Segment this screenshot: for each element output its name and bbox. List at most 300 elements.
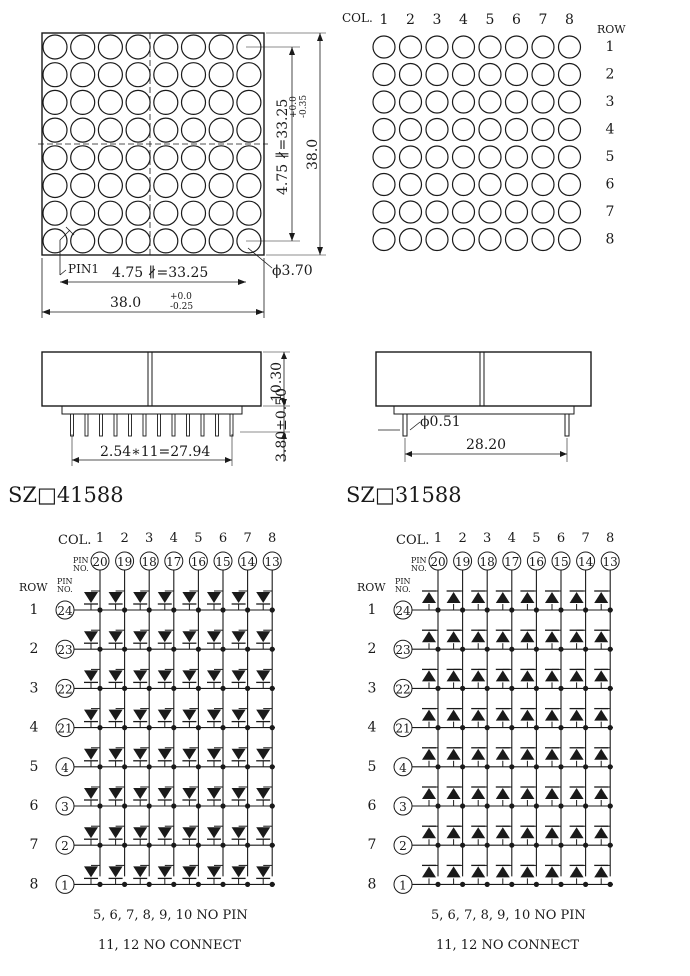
junction-dot (534, 725, 539, 730)
led-diode (422, 866, 436, 877)
junction-dot (608, 764, 613, 769)
junction-dot (122, 764, 127, 769)
junction-dot (460, 882, 465, 887)
led-dot (506, 229, 528, 251)
led-diode (84, 592, 98, 603)
vertical-pitch-label: 4.75 ∦=33.25 (275, 98, 291, 195)
junction-dot (220, 803, 225, 808)
led-diode (496, 827, 510, 838)
led-dot (400, 146, 422, 168)
row-label: ROW (19, 581, 48, 594)
junction-dot (147, 803, 152, 808)
junction-dot (171, 725, 176, 730)
row-pin-number: 24 (57, 604, 73, 618)
row-spacing-label: 28.20 (466, 437, 507, 453)
junction-dot (122, 607, 127, 612)
led-dot (71, 174, 95, 198)
row-number: 4 (367, 719, 377, 736)
led-dot (453, 64, 475, 86)
note-no-connect: 11, 12 NO CONNECT (98, 938, 242, 953)
led-diode (256, 866, 270, 877)
junction-dot (122, 686, 127, 691)
row-number: 1 (367, 602, 377, 618)
col-label: COL. (58, 533, 92, 548)
row-pin-number: 21 (57, 721, 73, 736)
junction-dot (196, 686, 201, 691)
col-label: COL. (396, 533, 430, 548)
led-diode (570, 670, 584, 681)
led-diode (232, 749, 246, 760)
row-number: 1 (605, 39, 615, 55)
junction-dot (196, 764, 201, 769)
row-number: 2 (29, 641, 39, 658)
led-dot (426, 91, 448, 113)
led-dot (237, 90, 261, 114)
led-diode (84, 866, 98, 877)
led-dot (426, 174, 448, 196)
body-height-label: 10.30 (269, 361, 285, 402)
led-dot (209, 174, 233, 198)
junction-dot (196, 607, 201, 612)
junction-dot (435, 607, 440, 612)
junction-dot (485, 686, 490, 691)
height-tol-upper: +0.0 (289, 96, 299, 118)
junction-dot (97, 764, 102, 769)
led-dot (98, 174, 122, 198)
junction-dot (270, 882, 275, 887)
led-diode (256, 788, 270, 799)
junction-dot (97, 843, 102, 848)
led-diode (109, 788, 123, 799)
led-diode (545, 749, 559, 760)
led-diode (256, 670, 270, 681)
led-diode (256, 592, 270, 603)
led-dot (126, 90, 150, 114)
junction-dot (558, 607, 563, 612)
row-number: 8 (605, 231, 615, 248)
led-diode (207, 866, 221, 877)
led-diode (84, 631, 98, 642)
led-diode (207, 749, 221, 760)
junction-dot (245, 882, 250, 887)
led-diode (207, 827, 221, 838)
junction-dot (270, 607, 275, 612)
note-no-connect: 11, 12 NO CONNECT (436, 938, 580, 953)
junction-dot (270, 647, 275, 652)
junction-dot (147, 686, 152, 691)
col-number: 5 (194, 531, 203, 546)
led-dot (98, 63, 122, 87)
led-dot (506, 36, 528, 58)
junction-dot (509, 882, 514, 887)
led-diode (545, 788, 559, 799)
led-dot (154, 90, 178, 114)
row-number: 2 (367, 641, 377, 658)
pin-no-label: PIN (395, 577, 411, 586)
led-dot (237, 146, 261, 170)
col-number: 2 (406, 12, 415, 28)
led-diode (520, 631, 534, 642)
led-dot (126, 35, 150, 59)
led-diode (256, 631, 270, 642)
led-dot (532, 201, 554, 223)
led-dot (559, 91, 581, 113)
led-dot (154, 174, 178, 198)
led-dot (98, 35, 122, 59)
junction-dot (270, 764, 275, 769)
led-dot (209, 63, 233, 87)
junction-dot (509, 843, 514, 848)
led-dot (71, 201, 95, 225)
junction-dot (122, 725, 127, 730)
led-dot (400, 174, 422, 196)
led-dot (400, 119, 422, 141)
schematic-common-cathode (346, 483, 619, 953)
led-dot (400, 36, 422, 58)
schematic-title: SZ□41588 (8, 483, 124, 507)
led-diode (545, 592, 559, 603)
led-dot (506, 119, 528, 141)
row-pin-number: 1 (399, 878, 407, 893)
pin-no-label: NO. (57, 585, 73, 594)
led-dot (71, 118, 95, 142)
led-diode (133, 710, 147, 721)
led-dot (559, 36, 581, 58)
led-diode (520, 827, 534, 838)
led-dot (559, 174, 581, 196)
led-diode (84, 749, 98, 760)
led-dot (373, 119, 395, 141)
led-dot (154, 201, 178, 225)
led-dot (182, 90, 206, 114)
junction-dot (245, 764, 250, 769)
junction-dot (460, 803, 465, 808)
led-diode (158, 749, 172, 760)
height-label: 38.0 (305, 138, 321, 170)
led-diode (570, 749, 584, 760)
junction-dot (534, 647, 539, 652)
led-diode (109, 866, 123, 877)
width-tol-upper: +0.0 (170, 292, 192, 302)
led-dot (43, 174, 67, 198)
led-dot (43, 63, 67, 87)
led-dot (237, 201, 261, 225)
junction-dot (245, 686, 250, 691)
junction-dot (122, 803, 127, 808)
led-diode (471, 631, 485, 642)
junction-dot (435, 725, 440, 730)
pin-lead (187, 414, 190, 436)
junction-dot (583, 882, 588, 887)
led-dot (98, 90, 122, 114)
led-dot (373, 91, 395, 113)
junction-dot (171, 607, 176, 612)
led-diode (158, 592, 172, 603)
row-number: 5 (605, 149, 615, 165)
junction-dot (558, 882, 563, 887)
led-diode (422, 631, 436, 642)
junction-dot (509, 725, 514, 730)
pin-lead (129, 414, 132, 436)
led-dot (426, 64, 448, 86)
led-dot (453, 91, 475, 113)
horizontal-pitch-label: 4.75 ∦=33.25 (112, 265, 209, 281)
pin1-label: PIN1 (68, 262, 99, 276)
junction-dot (509, 764, 514, 769)
led-dot (479, 36, 501, 58)
junction-dot (509, 647, 514, 652)
row-number: 6 (29, 798, 39, 814)
led-dot (209, 146, 233, 170)
junction-dot (435, 686, 440, 691)
junction-dot (122, 647, 127, 652)
col-number: 6 (512, 12, 521, 28)
col-number: 5 (485, 12, 495, 28)
led-diode (84, 670, 98, 681)
led-dot (532, 91, 554, 113)
junction-dot (171, 686, 176, 691)
led-dot (209, 90, 233, 114)
led-diode (158, 710, 172, 721)
led-diode (256, 710, 270, 721)
led-diode (447, 710, 461, 721)
led-diode (594, 827, 608, 838)
led-diode (447, 788, 461, 799)
junction-dot (583, 725, 588, 730)
col-number-labels (380, 12, 574, 28)
junction-dot (534, 843, 539, 848)
led-dot (182, 201, 206, 225)
row-pin-number: 3 (61, 800, 69, 814)
junction-dot (245, 607, 250, 612)
note-no-pin: 5, 6, 7, 8, 9, 10 NO PIN (93, 908, 248, 923)
led-dot (400, 64, 422, 86)
led-dot (43, 229, 67, 253)
pin-no-label: NO. (395, 585, 411, 594)
junction-dot (485, 843, 490, 848)
junction-dot (583, 686, 588, 691)
side-view-left (42, 352, 290, 466)
led-diode (158, 788, 172, 799)
led-diode (570, 592, 584, 603)
led-dot (154, 118, 178, 142)
pin-no-label: PIN (73, 556, 89, 565)
led-diode (133, 827, 147, 838)
row-pin-number: 4 (61, 760, 69, 775)
led-diode (594, 749, 608, 760)
dot-diameter-label: ϕ3.70 (272, 263, 313, 279)
junction-dot (122, 843, 127, 848)
col-number: 5 (532, 531, 541, 546)
junction-dot (558, 647, 563, 652)
col-number: 7 (538, 12, 548, 28)
row-number: 7 (605, 204, 615, 220)
led-diode (496, 866, 510, 877)
led-dot (98, 201, 122, 225)
col-number: 4 (507, 531, 516, 546)
led-diode (207, 592, 221, 603)
row-number: 8 (367, 876, 377, 893)
col-pin-number: 15 (215, 555, 231, 569)
led-diode (158, 670, 172, 681)
pin-lead (85, 414, 88, 436)
junction-dot (558, 725, 563, 730)
led-dot (182, 118, 206, 142)
junction-dot (147, 647, 152, 652)
junction-dot (460, 647, 465, 652)
front-view-drawing (38, 33, 326, 318)
junction-dot (608, 843, 613, 848)
row-pin-number: 23 (395, 643, 411, 658)
col-number: 7 (581, 531, 590, 546)
col-number: 2 (458, 531, 467, 546)
junction-dot (534, 764, 539, 769)
led-diode (422, 827, 436, 838)
col-pin-number: 16 (190, 555, 207, 569)
led-dot (154, 146, 178, 170)
col-number: 3 (432, 12, 442, 28)
junction-dot (460, 843, 465, 848)
led-dot (154, 229, 178, 253)
junction-dot (196, 882, 201, 887)
led-diode (256, 827, 270, 838)
led-diode (256, 749, 270, 760)
led-diode (84, 827, 98, 838)
pin-lead (100, 414, 103, 436)
led-diode (232, 592, 246, 603)
junction-dot (147, 843, 152, 848)
junction-dot (220, 647, 225, 652)
led-dot (426, 201, 448, 223)
junction-dot (97, 803, 102, 808)
led-diode (109, 710, 123, 721)
led-dot (43, 201, 67, 225)
col-number: 2 (120, 531, 129, 546)
pin-lead (114, 414, 117, 436)
led-diode (594, 670, 608, 681)
led-dot (400, 229, 422, 251)
led-diode (182, 749, 196, 760)
junction-dot (270, 686, 275, 691)
col-number: 4 (459, 12, 468, 28)
led-dot (479, 229, 501, 251)
led-dot (373, 201, 395, 223)
led-diode (471, 866, 485, 877)
row-number: 3 (367, 680, 377, 697)
led-dot (182, 35, 206, 59)
row-number: 5 (29, 758, 39, 775)
led-dot (98, 229, 122, 253)
row-pin-number: 21 (395, 721, 411, 736)
col-pin-number: 14 (239, 555, 256, 569)
led-diode (545, 631, 559, 642)
led-dot (237, 174, 261, 198)
led-diode (422, 670, 436, 681)
led-diode (133, 749, 147, 760)
led-dot (71, 63, 95, 87)
junction-dot (196, 647, 201, 652)
led-dot (453, 146, 475, 168)
row-number-labels (606, 39, 615, 248)
led-dot (506, 174, 528, 196)
junction-dot (122, 882, 127, 887)
led-dot (532, 119, 554, 141)
width-tol-lower: -0.25 (170, 302, 194, 312)
led-dot (559, 64, 581, 86)
pin-no-label: NO. (411, 564, 427, 573)
led-diode (182, 631, 196, 642)
junction-dot (147, 607, 152, 612)
junction-dot (270, 725, 275, 730)
led-diode (109, 592, 123, 603)
led-diode (594, 788, 608, 799)
led-diode (545, 827, 559, 838)
led-diode (447, 866, 461, 877)
led-dot (479, 64, 501, 86)
led-diode (496, 788, 510, 799)
junction-dot (583, 647, 588, 652)
row-header-label: ROW (597, 23, 626, 36)
row-number: 2 (605, 66, 615, 83)
height-tol-lower: -0.35 (299, 94, 309, 118)
pin-length-label: 3.80±0.50 (274, 387, 290, 462)
led-dot (453, 36, 475, 58)
led-diode (422, 710, 436, 721)
col-pin-number: 19 (116, 555, 133, 569)
led-diode (471, 670, 485, 681)
row-number: 5 (367, 758, 377, 775)
junction-dot (558, 764, 563, 769)
led-dot (426, 36, 448, 58)
junction-dot (485, 725, 490, 730)
led-diode (84, 788, 98, 799)
led-diode (471, 827, 485, 838)
led-diode (207, 710, 221, 721)
junction-dot (196, 843, 201, 848)
junction-dot (171, 882, 176, 887)
led-diode (232, 631, 246, 642)
led-diode (471, 710, 485, 721)
junction-dot (460, 686, 465, 691)
junction-dot (97, 686, 102, 691)
led-diode (570, 631, 584, 642)
junction-dot (270, 803, 275, 808)
col-pin-number: 15 (553, 555, 569, 569)
led-diode (182, 788, 196, 799)
led-dot (182, 63, 206, 87)
led-diode (447, 670, 461, 681)
led-dot (126, 174, 150, 198)
row-number: 8 (29, 876, 39, 893)
led-dot (506, 201, 528, 223)
col-pin-number: 19 (454, 555, 471, 569)
led-diode (594, 866, 608, 877)
led-diode (232, 710, 246, 721)
dot-grid-numbered (373, 36, 581, 251)
junction-dot (509, 607, 514, 612)
led-dot (71, 35, 95, 59)
col-pin-number: 14 (577, 555, 594, 569)
led-dot (182, 174, 206, 198)
led-diode (422, 592, 436, 603)
led-diode (232, 827, 246, 838)
led-diode (133, 631, 147, 642)
junction-dot (435, 647, 440, 652)
junction-dot (608, 803, 613, 808)
led-diode (232, 866, 246, 877)
junction-dot (435, 843, 440, 848)
row-label: ROW (357, 581, 386, 594)
